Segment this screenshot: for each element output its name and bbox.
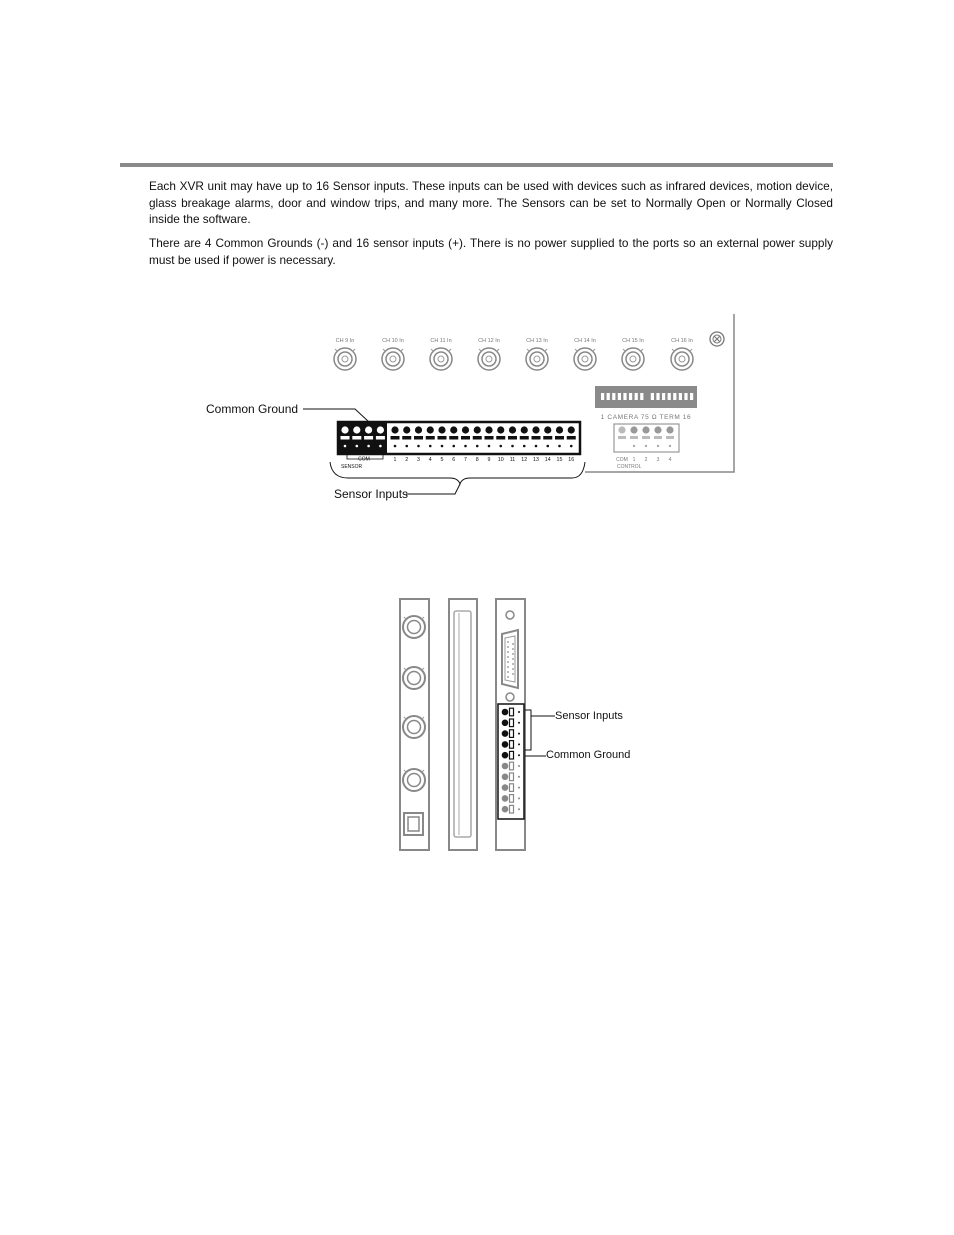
bnc-connector-icon	[403, 716, 425, 738]
sensor-number: 16	[568, 457, 575, 463]
sensor-number: 6	[452, 457, 456, 463]
channel-label: CH 14 In	[574, 338, 596, 344]
bnc-connector-icon	[403, 667, 425, 689]
intro-paragraph: Each XVR unit may have up to 16 Sensor inputs. These inputs can be used with devices such as infrared devices, motion device, glass breakage alarms, door and window trips, and many more. The Sensors can be set to Normally Open or Normally Closed inside the software.	[149, 179, 833, 226]
sensor-number: 5	[440, 457, 444, 463]
common-ground-callout: Common Ground	[206, 402, 299, 416]
sensor-number: 14	[544, 457, 551, 463]
sensor-number: 15	[556, 457, 563, 463]
channel-label: CH 16 In	[671, 338, 693, 344]
control-number: 2	[644, 457, 648, 463]
sensor-number: 8	[475, 457, 479, 463]
channel-label: CH 12 In	[478, 338, 500, 344]
sensor-number: 7	[464, 457, 467, 463]
sensor-number: 13	[533, 457, 539, 463]
ground-paragraph: There are 4 Common Grounds (-) and 16 sensor inputs (+). There is no power supplied to the ports so an external power supply must be used if power is necessary.	[149, 236, 833, 267]
bnc-connector-icon	[403, 616, 425, 638]
sensor-number: 2	[405, 457, 409, 463]
card-common-ground-callout: Common Ground	[546, 749, 631, 761]
db-connector-icon	[502, 630, 518, 688]
sensor-number: 10	[497, 457, 504, 463]
sensor-number: 4	[428, 457, 432, 463]
sensor-number: 11	[509, 457, 516, 463]
sensor-number: 9	[487, 457, 491, 463]
blank-card-slot	[454, 611, 471, 837]
channel-label: CH 9 In	[335, 338, 355, 344]
card-screw-top-icon	[506, 611, 514, 619]
sensor-number: 12	[521, 457, 528, 463]
control-number: COM	[616, 457, 628, 463]
blank-card	[449, 599, 477, 850]
dip-label: 1 CAMERA 75 Ω TERM 16	[600, 414, 692, 421]
channel-label: CH 13 In	[526, 338, 548, 344]
control-number: 4	[668, 457, 672, 463]
card-sensor-inputs-callout: Sensor Inputs	[555, 710, 623, 722]
control-number: 1	[632, 457, 636, 463]
sensor-label: SENSOR	[341, 464, 363, 470]
sensor-number: 3	[417, 457, 420, 463]
card-screw-bottom-icon	[506, 693, 514, 701]
sensor-number: 1	[393, 457, 397, 463]
channel-label: CH 11 In	[430, 338, 452, 344]
com-label: COM	[358, 456, 370, 463]
control-label: CONTROL	[617, 464, 642, 470]
channel-label: CH 10 In	[382, 338, 404, 344]
control-number: 3	[656, 457, 660, 463]
card-switch-icon	[404, 813, 423, 835]
bnc-connector-icon	[403, 769, 425, 791]
card-bnc-connectors	[403, 616, 425, 791]
sensor-inputs-callout: Sensor Inputs	[334, 487, 409, 501]
db-connector-pins	[507, 641, 514, 678]
channel-label: CH 15 In	[622, 338, 644, 344]
